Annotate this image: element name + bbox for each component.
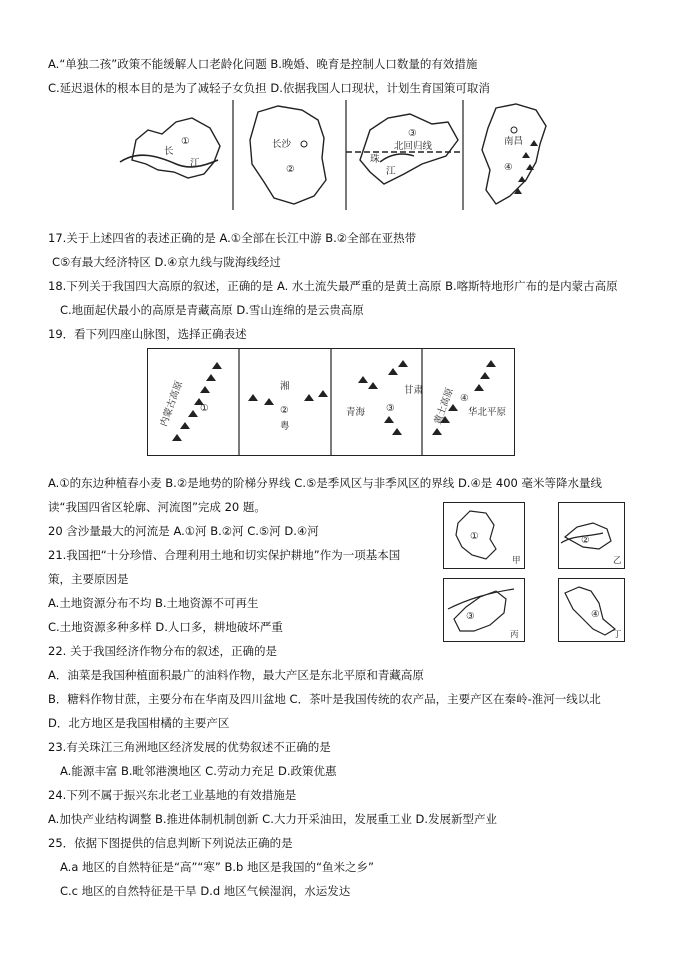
question-18-cont: C.地面起伏最小的高原是青藏高原 D.雪山连绵的是云贵高原 <box>60 303 364 317</box>
m4-number: ④ <box>460 393 469 404</box>
question-25-optA: A.a 地区的自然特征是“高”“寒” B.b 地区是我国的“鱼米之乡” <box>60 860 374 874</box>
r2-tag: 乙 <box>613 556 622 566</box>
p1-river-char1: 长 <box>164 146 174 157</box>
p3-river-char1: 珠 <box>370 154 380 165</box>
question-22-optB: B．糖料作物甘蔗，主要分布在华南及四川盆地 C．茶叶是我国传统的农产品，主要产区在秦岭-淮河一线以北 <box>48 692 601 706</box>
question-17-cont: C⑤有最大经济特区 D.④京九线与陇海线经过 <box>52 255 281 269</box>
region-box-4 <box>558 578 625 642</box>
question-25-optC: C.c 地区的自然特征是干旱 D.d 地区气候湿润，水运发达 <box>60 884 351 898</box>
m1-number: ① <box>200 403 209 414</box>
p3-river-char2: 江 <box>386 166 396 177</box>
question-23-options: A.能源丰富 B.毗邻港澳地区 C.劳动力充足 D.政策优惠 <box>60 764 337 778</box>
reading-instruction: 读“我国四省区轮廓、河流图”完成 20 题。 <box>48 500 266 514</box>
r2-number: ② <box>581 535 590 546</box>
p3-tropic-line: 北回归线 <box>394 141 433 152</box>
m3-left: 青海 <box>346 407 366 418</box>
question-19-options: A.①的东边种植春小麦 B.②是地势的阶梯分界线 C.⑤是季风区与非季风区的界线 D.④是 400 毫米等降水量线 <box>48 476 603 490</box>
r4-tag: 丁 <box>613 630 622 640</box>
province-maps <box>118 100 580 210</box>
question-17: 17.关于上述四省的表述正确的是 A.①全部在长江中游 B.②全部在亚热带 <box>48 231 417 245</box>
question-21-optC: C.土地资源多种多样 D.人口多，耕地破坏严重 <box>48 620 283 634</box>
region-box-1 <box>443 502 525 569</box>
r3-number: ③ <box>466 611 475 622</box>
question-22-optD: D．北方地区是我国柑橘的主要产区 <box>48 716 230 730</box>
question-21-cont: 策，主要原因是 <box>48 572 129 586</box>
question-24-options: A.加快产业结构调整 B.推进体制机制创新 C.大力开采油田，发展重工业 D.发展新型产业 <box>48 812 498 826</box>
question-21-optA: A.土地资源分布不均 B.土地资源不可再生 <box>48 596 259 610</box>
p1-river-char2: 江 <box>190 158 200 169</box>
question-20: 20 含沙量最大的河流是 A.①河 B.②河 C.⑤河 D.④河 <box>48 524 319 538</box>
m1-label: 内蒙古高原 <box>158 379 186 429</box>
region-box-3 <box>443 578 525 642</box>
p4-number: ④ <box>504 162 513 173</box>
question-22-optA: A．油菜是我国种植面积最广的油料作物，最大产区是东北平原和青藏高原 <box>48 668 424 682</box>
question-19: 19．看下列四座山脉图，选择正确表述 <box>48 327 247 341</box>
question-24: 24.下列不属于振兴东北老工业基地的有效措施是 <box>48 788 297 802</box>
p2-number: ② <box>286 164 295 175</box>
p2-city: 长沙 <box>272 139 292 150</box>
question-18: 18.下列关于我国四大高原的叙述，正确的是 A. 水土流失最严重的是黄土高原 B.喀斯特地形广布的是内蒙古高原 <box>48 279 618 293</box>
question-22: 22. 关于我国经济作物分布的叙述，正确的是 <box>48 644 277 658</box>
option-line-2: C.延迟退休的根本目的是为了减轻子女负担 D.依据我国人口现状，计划生育国策可取消 <box>48 81 490 95</box>
r4-number: ④ <box>591 609 600 620</box>
p4-city: 南昌 <box>504 136 524 147</box>
p1-number: ① <box>181 136 190 147</box>
question-25: 25．依据下图提供的信息判断下列说法正确的是 <box>48 836 293 850</box>
region-box-2 <box>558 502 625 569</box>
question-23: 23.有关珠江三角洲地区经济发展的优势叙述不正确的是 <box>48 740 331 754</box>
m4-right: 华北平原 <box>468 407 507 418</box>
m4-left: 黄土高原 <box>432 386 456 427</box>
m3-top: 甘肃 <box>404 385 424 396</box>
m3-number: ③ <box>386 403 395 414</box>
question-21: 21.我国把“十分珍惜、合理利用土地和切实保护耕地”作为一项基本国 <box>48 548 401 562</box>
mountain-figure <box>147 348 515 456</box>
r1-number: ① <box>470 531 479 542</box>
m2-bottom: 粤 <box>280 421 290 432</box>
m2-number: ② <box>280 405 289 416</box>
r1-tag: 甲 <box>512 556 521 566</box>
option-line-1: A.“单独二孩”政策不能缓解人口老龄化问题 B.晚婚、晚育是控制人口数量的有效措施 <box>48 57 478 71</box>
m2-top: 湘 <box>280 381 290 392</box>
p3-number: ③ <box>408 128 417 139</box>
r3-tag: 丙 <box>510 630 519 640</box>
